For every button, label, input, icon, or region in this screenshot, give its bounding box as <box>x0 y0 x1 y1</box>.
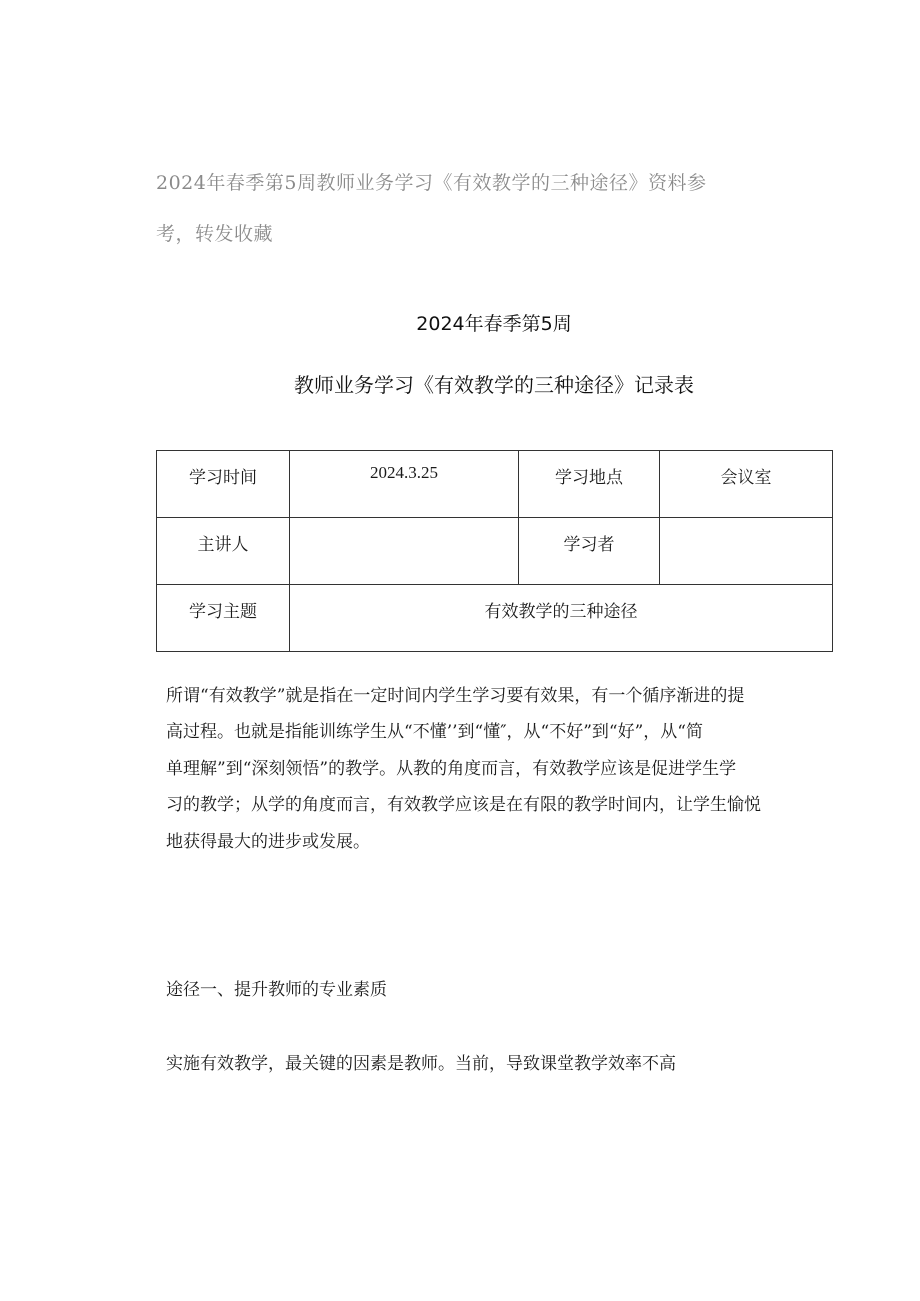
body-last-line: 实施有效教学，最关键的因素是教师。当前，导致课堂教学效率不高 <box>166 1054 676 1074</box>
place-label: 学习地点 <box>519 451 660 518</box>
paragraph-line: 所谓“有效教学”就是指在一定时间内学生学习要有效果，有一个循序渐进的提 <box>166 686 745 706</box>
paragraph-line: 地获得最大的进步或发展。 <box>166 831 370 852</box>
time-value: 2024.3.25 <box>290 451 519 518</box>
record-table <box>156 450 833 652</box>
paragraph-line: 单理解”到“深刻领悟”的教学。从教的角度而言，有效教学应该是促进学生学 <box>166 758 737 779</box>
page-title-line-2: 教师业务学习《有效教学的三种途径》记录表 <box>294 373 694 397</box>
time-label: 学习时间 <box>157 451 290 518</box>
header-line-2: 考，转发收藏 <box>156 223 274 245</box>
speaker-label: 主讲人 <box>157 518 290 585</box>
intro-paragraph <box>166 678 826 860</box>
table-row <box>157 585 833 652</box>
table-row <box>157 451 833 518</box>
header-line-1: 2024年春季第5周教师业务学习《有效教学的三种途径》资料参 <box>156 172 707 194</box>
topic-label: 学习主题 <box>157 585 290 652</box>
paragraph-line: 高过程。也就是指能训练学生从“不懂’’到“懂″，从“不好”到“好”，从“简 <box>166 722 703 743</box>
learner-label: 学习者 <box>519 518 660 585</box>
speaker-value <box>290 518 519 585</box>
section-heading: 途径一、提升教师的专业素质 <box>166 980 387 1000</box>
place-value: 会议室 <box>660 451 833 518</box>
topic-value: 有效教学的三种途径 <box>290 585 833 652</box>
paragraph-line: 习的教学；从学的角度而言，有效教学应该是在有限的教学时间内，让学生愉悦 <box>166 795 761 816</box>
learner-value <box>660 518 833 585</box>
page-title-line-1: 2024年春季第5周 <box>416 313 572 335</box>
table-row <box>157 518 833 585</box>
